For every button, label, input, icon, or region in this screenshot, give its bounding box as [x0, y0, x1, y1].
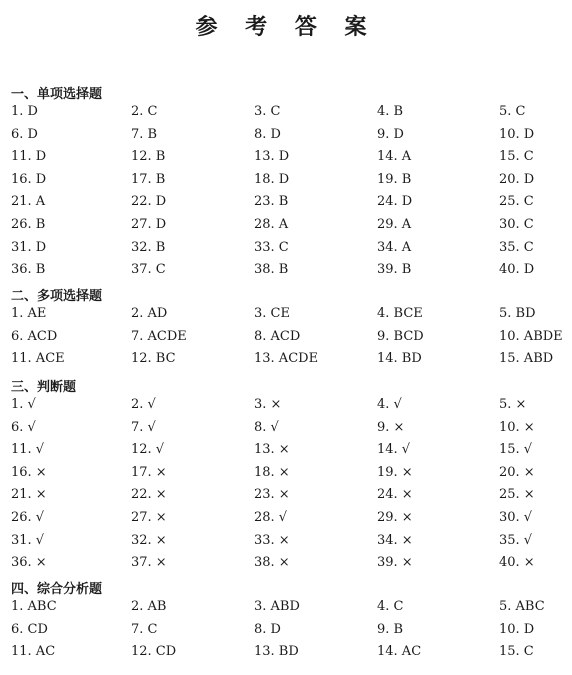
answer-row: [11, 510, 566, 530]
answer-item: 17. B: [131, 171, 166, 187]
answer-item: 25. C: [499, 194, 534, 210]
answer-item: 40. ×: [499, 555, 535, 571]
answer-row: [11, 262, 566, 282]
answer-item: 30. √: [499, 510, 533, 525]
answer-item: 15. √: [499, 442, 533, 458]
answer-row: [11, 329, 566, 349]
answer-row: [11, 104, 566, 124]
answer-item: 11. AC: [11, 644, 56, 660]
answer-item: 39. ×: [377, 555, 413, 571]
answer-item: 38. ×: [254, 555, 290, 571]
answer-row: [11, 555, 566, 575]
answer-item: 13. ACDE: [254, 351, 319, 367]
answer-item: 27. ×: [131, 510, 167, 525]
answer-item: 23. ×: [254, 487, 290, 503]
answer-item: 9. ×: [377, 419, 405, 435]
answer-item: 22. ×: [131, 487, 167, 503]
answer-item: 39. B: [377, 262, 412, 278]
answer-item: 2. AD: [131, 306, 168, 321]
answer-item: 10. D: [499, 621, 535, 637]
answer-item: 4. BCE: [377, 306, 423, 321]
answer-item: 15. ABD: [499, 351, 554, 367]
answer-item: 2. √: [131, 397, 156, 412]
answer-item: 7. B: [131, 126, 158, 142]
answer-item: 38. B: [254, 262, 289, 278]
answer-item: 24. ×: [377, 487, 413, 503]
answer-item: 3. ABD: [254, 599, 300, 614]
answer-item: 8. D: [254, 621, 281, 637]
answer-item: 37. C: [131, 262, 166, 278]
answer-row: [11, 533, 566, 553]
answer-item: 18. D: [254, 171, 290, 187]
answer-item: 16. D: [11, 171, 47, 187]
answer-item: 2. AB: [131, 599, 167, 614]
answer-item: 15. C: [499, 644, 534, 660]
answer-row: [11, 149, 566, 169]
answer-item: 6. ACD: [11, 328, 58, 344]
answer-item: 12. CD: [131, 644, 177, 660]
answer-item: 19. B: [377, 171, 412, 187]
page-title: 参 考 答 案: [195, 14, 377, 40]
answer-row: [11, 465, 566, 485]
answer-item: 13. D: [254, 149, 290, 165]
answer-item: 28. √: [254, 510, 288, 525]
answer-item: 20. ×: [499, 464, 535, 480]
answer-item: 35. C: [499, 239, 534, 255]
section-heading: 四、综合分析题: [11, 582, 103, 597]
answer-item: 28. A: [254, 217, 289, 232]
answer-item: 12. B: [131, 149, 166, 165]
answer-row: [11, 127, 566, 147]
answer-row: [11, 599, 566, 619]
answer-item: 8. ACD: [254, 328, 301, 344]
answer-row: [11, 306, 566, 326]
answer-row: [11, 351, 566, 371]
answer-item: 10. D: [499, 126, 535, 142]
answer-item: 3. ×: [254, 397, 282, 412]
answer-item: 22. D: [131, 194, 167, 210]
answer-item: 10. ×: [499, 419, 535, 435]
answer-row: [11, 240, 566, 260]
answer-item: 29. A: [377, 217, 412, 232]
answer-item: 14. AC: [377, 644, 422, 660]
answer-item: 31. D: [11, 239, 47, 255]
answer-item: 9. BCD: [377, 328, 424, 344]
answer-item: 11. ACE: [11, 351, 65, 367]
answer-row: [11, 442, 566, 462]
answer-item: 12. BC: [131, 351, 176, 367]
answer-item: 4. √: [377, 397, 402, 412]
answer-item: 3. CE: [254, 306, 290, 321]
answer-item: 4. B: [377, 104, 404, 119]
answer-item: 24. D: [377, 194, 413, 210]
answer-item: 16. ×: [11, 464, 47, 480]
answer-item: 34. ×: [377, 532, 413, 548]
answer-item: 13. BD: [254, 644, 299, 660]
answer-row: [11, 644, 566, 664]
answer-item: 7. √: [131, 419, 156, 435]
answer-item: 25. ×: [499, 487, 535, 503]
answer-item: 17. ×: [131, 464, 167, 480]
answer-item: 6. CD: [11, 621, 48, 637]
answer-item: 3. C: [254, 104, 281, 119]
answer-item: 5. C: [499, 104, 526, 119]
answer-item: 4. C: [377, 599, 404, 614]
answer-item: 33. ×: [254, 532, 290, 548]
answer-item: 14. √: [377, 442, 411, 458]
answer-item: 26. B: [11, 217, 46, 232]
answer-item: 12. √: [131, 442, 165, 458]
answer-item: 1. AE: [11, 306, 47, 321]
answer-item: 21. ×: [11, 487, 47, 503]
answer-item: 1. ABC: [11, 599, 57, 614]
answer-item: 9. D: [377, 126, 404, 142]
answer-item: 26. √: [11, 510, 45, 525]
answer-item: 32. B: [131, 239, 166, 255]
answer-item: 1. D: [11, 104, 38, 119]
answer-item: 36. B: [11, 262, 46, 278]
answer-row: [11, 172, 566, 192]
answer-item: 29. ×: [377, 510, 413, 525]
answer-item: 11. √: [11, 442, 45, 458]
answer-item: 9. B: [377, 621, 404, 637]
section-heading: 三、判断题: [11, 380, 77, 395]
answer-item: 36. ×: [11, 555, 47, 571]
answer-item: 7. ACDE: [131, 328, 187, 344]
answer-item: 5. ×: [499, 397, 527, 412]
answer-item: 6. √: [11, 419, 36, 435]
answer-item: 19. ×: [377, 464, 413, 480]
answer-item: 35. √: [499, 532, 533, 548]
answer-item: 31. √: [11, 532, 45, 548]
answer-item: 40. D: [499, 262, 535, 278]
answer-item: 21. A: [11, 194, 46, 210]
answer-item: 18. ×: [254, 464, 290, 480]
answer-item: 30. C: [499, 217, 534, 232]
answer-item: 37. ×: [131, 555, 167, 571]
answer-item: 27. D: [131, 217, 167, 232]
answer-item: 2. C: [131, 104, 158, 119]
answer-item: 5. BD: [499, 306, 536, 321]
answer-item: 23. B: [254, 194, 289, 210]
answer-item: 1. √: [11, 397, 36, 412]
answer-item: 6. D: [11, 126, 38, 142]
answer-item: 14. A: [377, 149, 412, 165]
answer-item: 5. ABC: [499, 599, 545, 614]
answer-row: [11, 420, 566, 440]
answer-row: [11, 397, 566, 417]
answer-item: 11. D: [11, 149, 47, 165]
answer-item: 7. C: [131, 621, 158, 637]
answer-item: 20. D: [499, 171, 535, 187]
answer-item: 8. √: [254, 419, 279, 435]
answer-row: [11, 487, 566, 507]
answer-item: 14. BD: [377, 351, 422, 367]
answer-row: [11, 622, 566, 642]
answer-item: 33. C: [254, 239, 289, 255]
answer-item: 32. ×: [131, 532, 167, 548]
section-heading: 二、多项选择题: [11, 289, 103, 304]
answer-item: 34. A: [377, 239, 412, 255]
answer-item: 13. ×: [254, 442, 290, 458]
answer-item: 15. C: [499, 149, 534, 165]
answer-row: [11, 194, 566, 214]
answer-row: [11, 217, 566, 237]
answer-item: 10. ABDE: [499, 328, 563, 344]
answer-item: 8. D: [254, 126, 281, 142]
section-heading: 一、单项选择题: [11, 87, 103, 102]
